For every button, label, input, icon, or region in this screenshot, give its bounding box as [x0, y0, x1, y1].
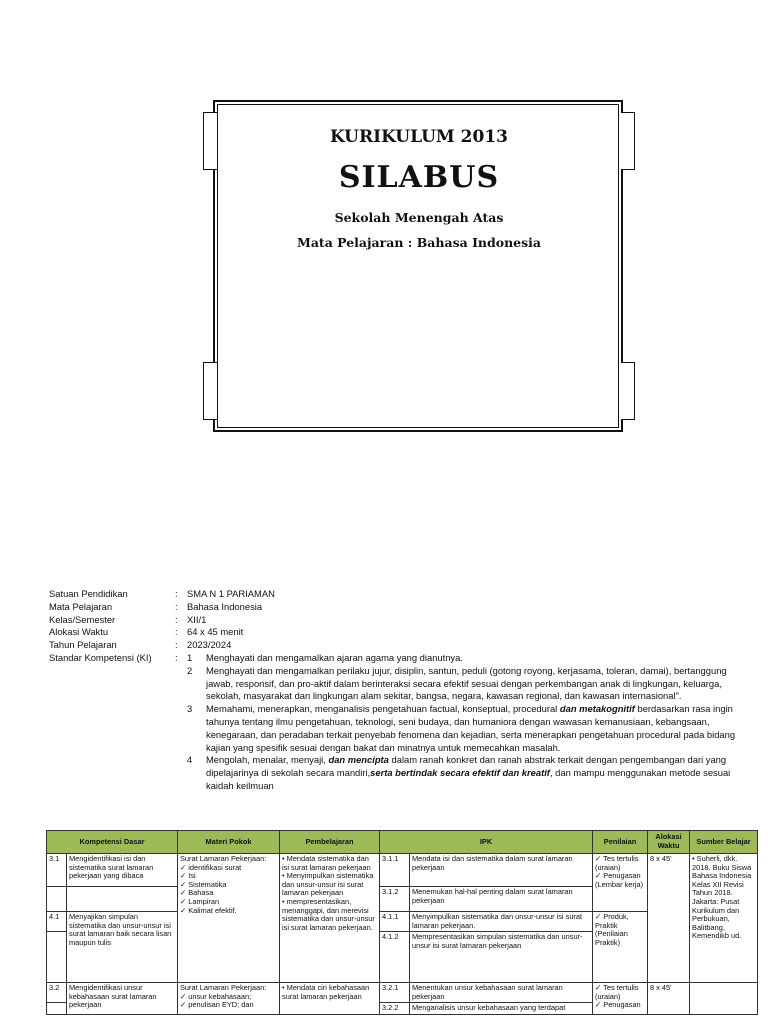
ki-number: 1	[187, 651, 193, 663]
materi-item: ✓ Lampiran	[180, 898, 277, 907]
kd-text: Menyajikan simpulan sistematika dan unsur-unsur isi surat lamaran baik secara lisan maupun tulis	[67, 912, 178, 983]
syllabus-table	[46, 830, 758, 1015]
info-value: 2023/2024	[187, 639, 232, 651]
materi-item: ✓ Sistematika	[180, 881, 277, 890]
cover-frame-inner-border	[217, 104, 619, 428]
info-colon: :	[175, 600, 178, 612]
ki-text	[206, 665, 749, 703]
ki-list	[187, 652, 749, 793]
info-row	[49, 626, 749, 639]
ki-text-emphasis: dan mencipta	[328, 754, 389, 766]
alokasi-cell: 8 x 45'	[648, 854, 690, 983]
kd-number: 3.1	[47, 854, 67, 887]
pembelajaran-cell	[280, 983, 380, 1015]
ki-text-emphasis: serta bertindak secara efektif dan kreatif	[370, 767, 550, 779]
sumber-cell	[690, 854, 758, 983]
ki-number: 4	[187, 754, 193, 766]
ipk-text: Menyimpulkan sistematika dan unsur-unsur isi surat lamaran pekerjaan.	[410, 912, 593, 932]
materi-item: ✓ unsur kebahasaan;	[180, 993, 277, 1002]
ipk-number: 4.1.2	[380, 932, 410, 983]
header-sumber-belajar: Sumber Belajar	[690, 831, 758, 854]
cover-subject: Mata Pelajaran : Bahasa Indonesia	[296, 235, 542, 250]
kd-text: Mengidentifikasi unsur kebahasaan surat lamaran pekerjaan	[67, 983, 178, 1015]
materi-item: ✓ identifikasi surat	[180, 864, 277, 873]
table-row	[47, 854, 758, 887]
ki-row	[49, 652, 749, 793]
info-label: Mata Pelajaran	[49, 600, 113, 612]
info-label: Satuan Pendidikan	[49, 588, 128, 599]
kd-number-empty	[47, 1003, 67, 1015]
ipk-text: Menemukan hal-hal penting dalam surat lamaran pekerjaan	[410, 887, 593, 912]
header-materi-pokok: Materi Pokok	[178, 831, 280, 854]
penilaian-item: ✓ Produk, Praktik (Penilaian Praktik)	[595, 913, 645, 947]
kd-text-empty	[67, 887, 178, 912]
ki-text-part: dalam ranah konkret dan ranah abstrak terkait dengan pengembangan dari yang dipelajarinya di sekolah secara mandiri,	[206, 754, 727, 779]
ipk-number: 4.1.1	[380, 912, 410, 932]
materi-cell	[178, 854, 280, 983]
info-row	[49, 601, 749, 614]
pembelajaran-item: • Mendata ciri kebahasaan surat lamaran pekerjaan	[282, 984, 377, 1001]
cover-kurikulum: KURIKULUM 2013	[330, 127, 508, 147]
kd-number: 4.1	[47, 912, 67, 932]
info-value: 64 x 45 menit	[187, 626, 244, 638]
ki-text-part: Memahami, menerapkan, menganalisis pengetahuan factual, konseptual, procedural	[206, 703, 560, 715]
pembelajaran-item: • Menyimpulkan sistematika dan unsur-unsur isi surat lamaran pekerjaan	[282, 872, 377, 898]
info-value: XII/1	[187, 613, 207, 625]
ki-item	[187, 754, 749, 792]
penilaian-item: ✓ Tes tertulis (uraian)	[595, 855, 645, 872]
pembelajaran-item: • Mendata sistematika dan isi surat lamaran pekerjaan	[282, 855, 377, 872]
ki-number: 3	[187, 703, 193, 715]
pembelajaran-cell	[280, 854, 380, 983]
ki-label: Standar Kompetensi (KI)	[49, 651, 152, 663]
sumber-cell	[690, 983, 758, 1015]
frame-tab-right-bottom	[621, 362, 635, 420]
ki-number: 2	[187, 664, 193, 676]
ipk-number: 3.2.2	[380, 1003, 410, 1015]
kd-text: Mengidentifikasi isi dan sistematika surat lamaran pekerjaan yang dibaca	[67, 854, 178, 887]
penilaian-cell	[593, 854, 648, 912]
ki-text-part: berdasarkan rasa ingin tahunya tentang ilmu pengetahuan, teknologi, seni budaya, dan humaniora dengan wawasan kemanusiaan, kebangsaan, kenegaraan, dan peradaban terkait penyebab fenomena dan kejadian, serta menerapkan pengetahuan procedural pada bidang kajian yang spesifik sesuai dengan bakat dan minatnya untuk memecahkan masalah.	[206, 703, 736, 753]
ipk-text: Menganalisis unsur kebahasaan yang terdapat	[410, 1003, 593, 1015]
kd-number-empty	[47, 887, 67, 912]
penilaian-cell	[593, 983, 648, 1015]
penilaian-cell	[593, 912, 648, 983]
info-colon: :	[175, 639, 178, 651]
info-value: Bahasa Indonesia	[187, 600, 263, 612]
ki-item	[187, 652, 749, 665]
ki-text	[206, 754, 749, 792]
kd-number: 3.2	[47, 983, 67, 1003]
table-header-row	[47, 831, 758, 854]
table-row	[47, 983, 758, 1003]
ki-text	[206, 652, 749, 665]
alokasi-cell: 8 x 45'	[648, 983, 690, 1015]
pembelajaran-item: • mempresentasikan, menanggapi, dan merevisi sistematika dan unsur-unsur isi surat lamaran pekerjaan.	[282, 898, 377, 932]
info-label: Tahun Pelajaran	[49, 639, 117, 651]
info-label: Alokasi Waktu	[49, 626, 109, 638]
ipk-number: 3.1.2	[380, 887, 410, 912]
info-value: SMA N 1 PARIAMAN	[187, 588, 275, 599]
ki-text-part: Mengolah, menalar, menyaji,	[206, 754, 329, 766]
materi-title: Surat Lamaran Pekerjaan:	[180, 854, 267, 863]
info-colon: :	[175, 588, 178, 599]
header-penilaian: Penilaian	[593, 831, 648, 854]
materi-item: ✓ Bahasa	[180, 889, 277, 898]
ki-text	[206, 703, 749, 754]
penilaian-item: ✓ Tes tertulis (uraian)	[595, 984, 645, 1001]
identity-info	[49, 588, 749, 793]
info-row	[49, 614, 749, 627]
penilaian-item: ✓ Penugasan (Lembar kerja)	[595, 872, 645, 889]
materi-item: ✓ Isi	[180, 872, 277, 881]
info-colon: :	[175, 626, 178, 638]
info-row	[49, 588, 749, 601]
frame-tab-left-bottom	[203, 362, 217, 420]
ipk-number: 3.1.1	[380, 854, 410, 887]
header-ipk: IPK	[380, 831, 593, 854]
ki-item	[187, 703, 749, 754]
ki-text-part: , dan mampu menggunakan metode sesuai kaidah keilmuan	[206, 767, 731, 791]
sumber-item: • Suherli, dkk. 2018. Buku Siswa Bahasa Indonesia Kelas XII Revisi Tahun 2018. Jakarta: Pusat Kurikulum dan Perbukuan, Balitbang, Kemendikb ud.	[692, 855, 755, 941]
ki-item	[187, 665, 749, 703]
cover-school: Sekolah Menengah Atas	[334, 210, 504, 225]
materi-title: Surat Lamaran Pekerjaan:	[180, 983, 267, 993]
materi-item: ✓ Kalimat efektif.	[180, 907, 277, 916]
materi-cell	[178, 983, 280, 1015]
info-row	[49, 639, 749, 652]
ki-text-part: Menghayati dan mengamalkan perilaku jujur, disiplin, santun, peduli (gotong royong, kerjasama, toleran, damai), bertanggung jawab, responsif, dan pro-aktif dalam berinteraksi secara efektif sesuai dengan perkembangan anak di lingkungan, keluarga, sekolah, masyarakat dan lingkungan alam sekitar, bangsa, negara, kawasan regional, dan kawasan internasional".	[206, 664, 727, 702]
info-label: Kelas/Semester	[49, 613, 116, 625]
header-pembelajaran: Pembelajaran	[280, 831, 380, 854]
info-colon: :	[175, 651, 178, 663]
ki-text-emphasis: dan metakognitif	[559, 703, 635, 715]
header-kompetensi-dasar: Kompetensi Dasar	[47, 831, 178, 854]
ki-text-part: Menghayati dan mengamalkan ajaran agama yang dianutnya.	[206, 651, 463, 663]
ipk-text: Mendata isi dan sistematika dalam surat lamaran pekerjaan	[410, 854, 593, 887]
ipk-text: Mempresentasikan simpulan sistematika dan unsur-unsur isi surat lamaran pekerjaan	[410, 932, 593, 983]
ipk-text: Menentukan unsur kebahasaan surat lamaran pekerjaan	[410, 983, 593, 1003]
kd-number-empty	[47, 932, 67, 983]
header-alokasi-waktu: Alokasi Waktu	[648, 831, 690, 854]
info-colon: :	[175, 613, 178, 625]
materi-item: ✓ penulisan EYD; dan	[180, 1001, 277, 1010]
ipk-number: 3.2.1	[380, 983, 410, 1003]
penilaian-item: ✓ Penugasan	[595, 1001, 645, 1010]
cover-frame	[203, 100, 635, 432]
cover-title: SILABUS	[338, 160, 500, 195]
